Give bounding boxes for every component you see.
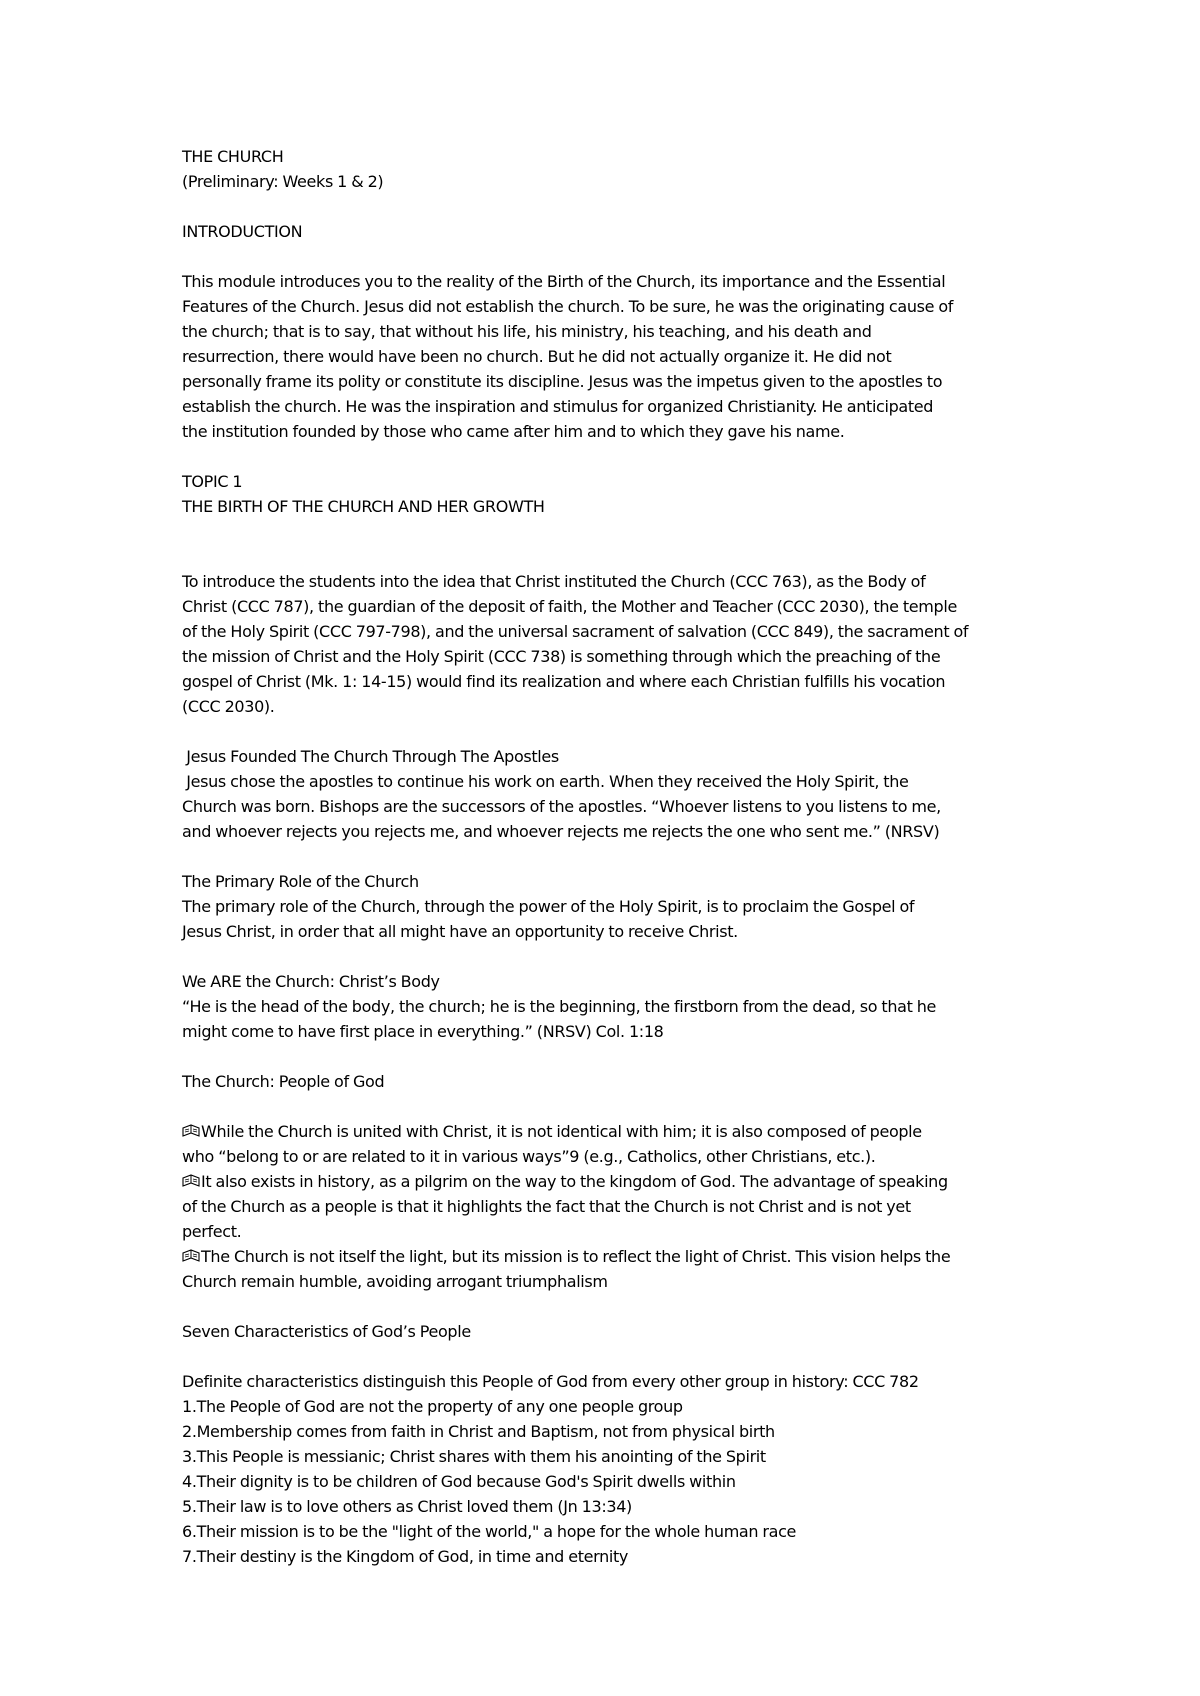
objective-line: To introduce the students into the idea that Christ instituted the Church (CCC 763), as the Body of <box>182 572 926 591</box>
book-bullet-icon <box>182 1124 200 1138</box>
list-item: 2.Membership comes from faith in Christ and Baptism, not from physical birth <box>182 1422 775 1441</box>
people-bullet-list <box>182 1119 1042 1294</box>
intro-line: This module introduces you to the reality of the Birth of the Church, its importance and the Essential <box>182 272 946 291</box>
topic-title: THE BIRTH OF THE CHURCH AND HER GROWTH <box>182 497 545 516</box>
intro-heading: INTRODUCTION <box>182 222 303 241</box>
intro-line: the institution founded by those who came after him and to which they gave his name. <box>182 422 845 441</box>
objective-line: the mission of Christ and the Holy Spirit (CCC 738) is something through which the preaching of the <box>182 647 941 666</box>
apostles-line: Jesus chose the apostles to continue his work on earth. When they received the Holy Spirit, the <box>182 772 909 791</box>
bullet-text-line: who “belong to or are related to it in various ways”9 (e.g., Catholics, other Christians, etc.). <box>182 1147 876 1166</box>
list-item <box>182 1119 1042 1169</box>
body-heading: We ARE the Church: Christ’s Body <box>182 972 440 991</box>
intro-line: establish the church. He was the inspiration and stimulus for organized Christianity. He anticipated <box>182 397 934 416</box>
people-heading: The Church: People of God <box>182 1072 385 1091</box>
objective-line: of the Holy Spirit (CCC 797-798), and the universal sacrament of salvation (CCC 849), the sacrament of <box>182 622 969 641</box>
list-item <box>182 1169 1042 1244</box>
bullet-text-line: of the Church as a people is that it highlights the fact that the Church is not Christ and is not yet <box>182 1197 911 1216</box>
document-title: THE CHURCH <box>182 147 284 166</box>
document-body <box>182 144 1042 1569</box>
seven-heading: Seven Characteristics of God’s People <box>182 1322 471 1341</box>
intro-line: resurrection, there would have been no church. But he did not actually organize it. He did not <box>182 347 892 366</box>
primary-role-line: Jesus Christ, in order that all might have an opportunity to receive Christ. <box>182 922 738 941</box>
list-item: 4.Their dignity is to be children of God because God's Spirit dwells within <box>182 1472 736 1491</box>
bullet-text-line: Church remain humble, avoiding arrogant triumphalism <box>182 1272 608 1291</box>
intro-line: the church; that is to say, that without his life, his ministry, his teaching, and his death and <box>182 322 872 341</box>
intro-line: Features of the Church. Jesus did not establish the church. To be sure, he was the originating cause of <box>182 297 954 316</box>
primary-role-heading: The Primary Role of the Church <box>182 872 419 891</box>
objective-paragraph <box>182 569 1042 719</box>
body-quote <box>182 994 1042 1044</box>
objective-line: (CCC 2030). <box>182 697 275 716</box>
apostles-line: and whoever rejects you rejects me, and whoever rejects me rejects the one who sent me.” (NRSV) <box>182 822 940 841</box>
seven-intro: Definite characteristics distinguish this People of God from every other group in history: CCC 782 <box>182 1372 919 1391</box>
list-item: 6.Their mission is to be the "light of the world," a hope for the whole human race <box>182 1522 797 1541</box>
topic-label: TOPIC 1 <box>182 472 243 491</box>
apostles-line: Church was born. Bishops are the successors of the apostles. “Whoever listens to you listens to me, <box>182 797 941 816</box>
intro-paragraph <box>182 269 1042 444</box>
body-quote-line: might come to have first place in everything.” (NRSV) Col. 1:18 <box>182 1022 664 1041</box>
seven-characteristics-list <box>182 1394 1042 1569</box>
list-item: 1.The People of God are not the property of any one people group <box>182 1397 683 1416</box>
list-item <box>182 1244 1042 1294</box>
body-quote-line: “He is the head of the body, the church; he is the beginning, the firstborn from the dead, so that he <box>182 997 937 1016</box>
document-subtitle: (Preliminary: Weeks 1 & 2) <box>182 172 384 191</box>
apostles-heading: Jesus Founded The Church Through The Apostles <box>182 747 559 766</box>
bullet-text-line: perfect. <box>182 1222 242 1241</box>
book-bullet-icon <box>182 1174 200 1188</box>
bullet-text-line: The Church is not itself the light, but its mission is to reflect the light of Christ. This vision helps the <box>201 1247 951 1266</box>
apostles-paragraph <box>182 769 1042 844</box>
intro-line: personally frame its polity or constitute its discipline. Jesus was the impetus given to the apostles to <box>182 372 943 391</box>
primary-role-line: The primary role of the Church, through the power of the Holy Spirit, is to proclaim the Gospel of <box>182 897 915 916</box>
bullet-text-line: It also exists in history, as a pilgrim on the way to the kingdom of God. The advantage of speaking <box>201 1172 948 1191</box>
list-item: 3.This People is messianic; Christ shares with them his anointing of the Spirit <box>182 1447 766 1466</box>
primary-role-paragraph <box>182 894 1042 944</box>
objective-line: gospel of Christ (Mk. 1: 14-15) would find its realization and where each Christian fulfills his vocation <box>182 672 946 691</box>
book-bullet-icon <box>182 1249 200 1263</box>
list-item: 5.Their law is to love others as Christ loved them (Jn 13:34) <box>182 1497 632 1516</box>
objective-line: Christ (CCC 787), the guardian of the deposit of faith, the Mother and Teacher (CCC 2030), the temple <box>182 597 957 616</box>
list-item: 7.Their destiny is the Kingdom of God, in time and eternity <box>182 1547 628 1566</box>
bullet-text-line: While the Church is united with Christ, it is not identical with him; it is also composed of people <box>201 1122 922 1141</box>
